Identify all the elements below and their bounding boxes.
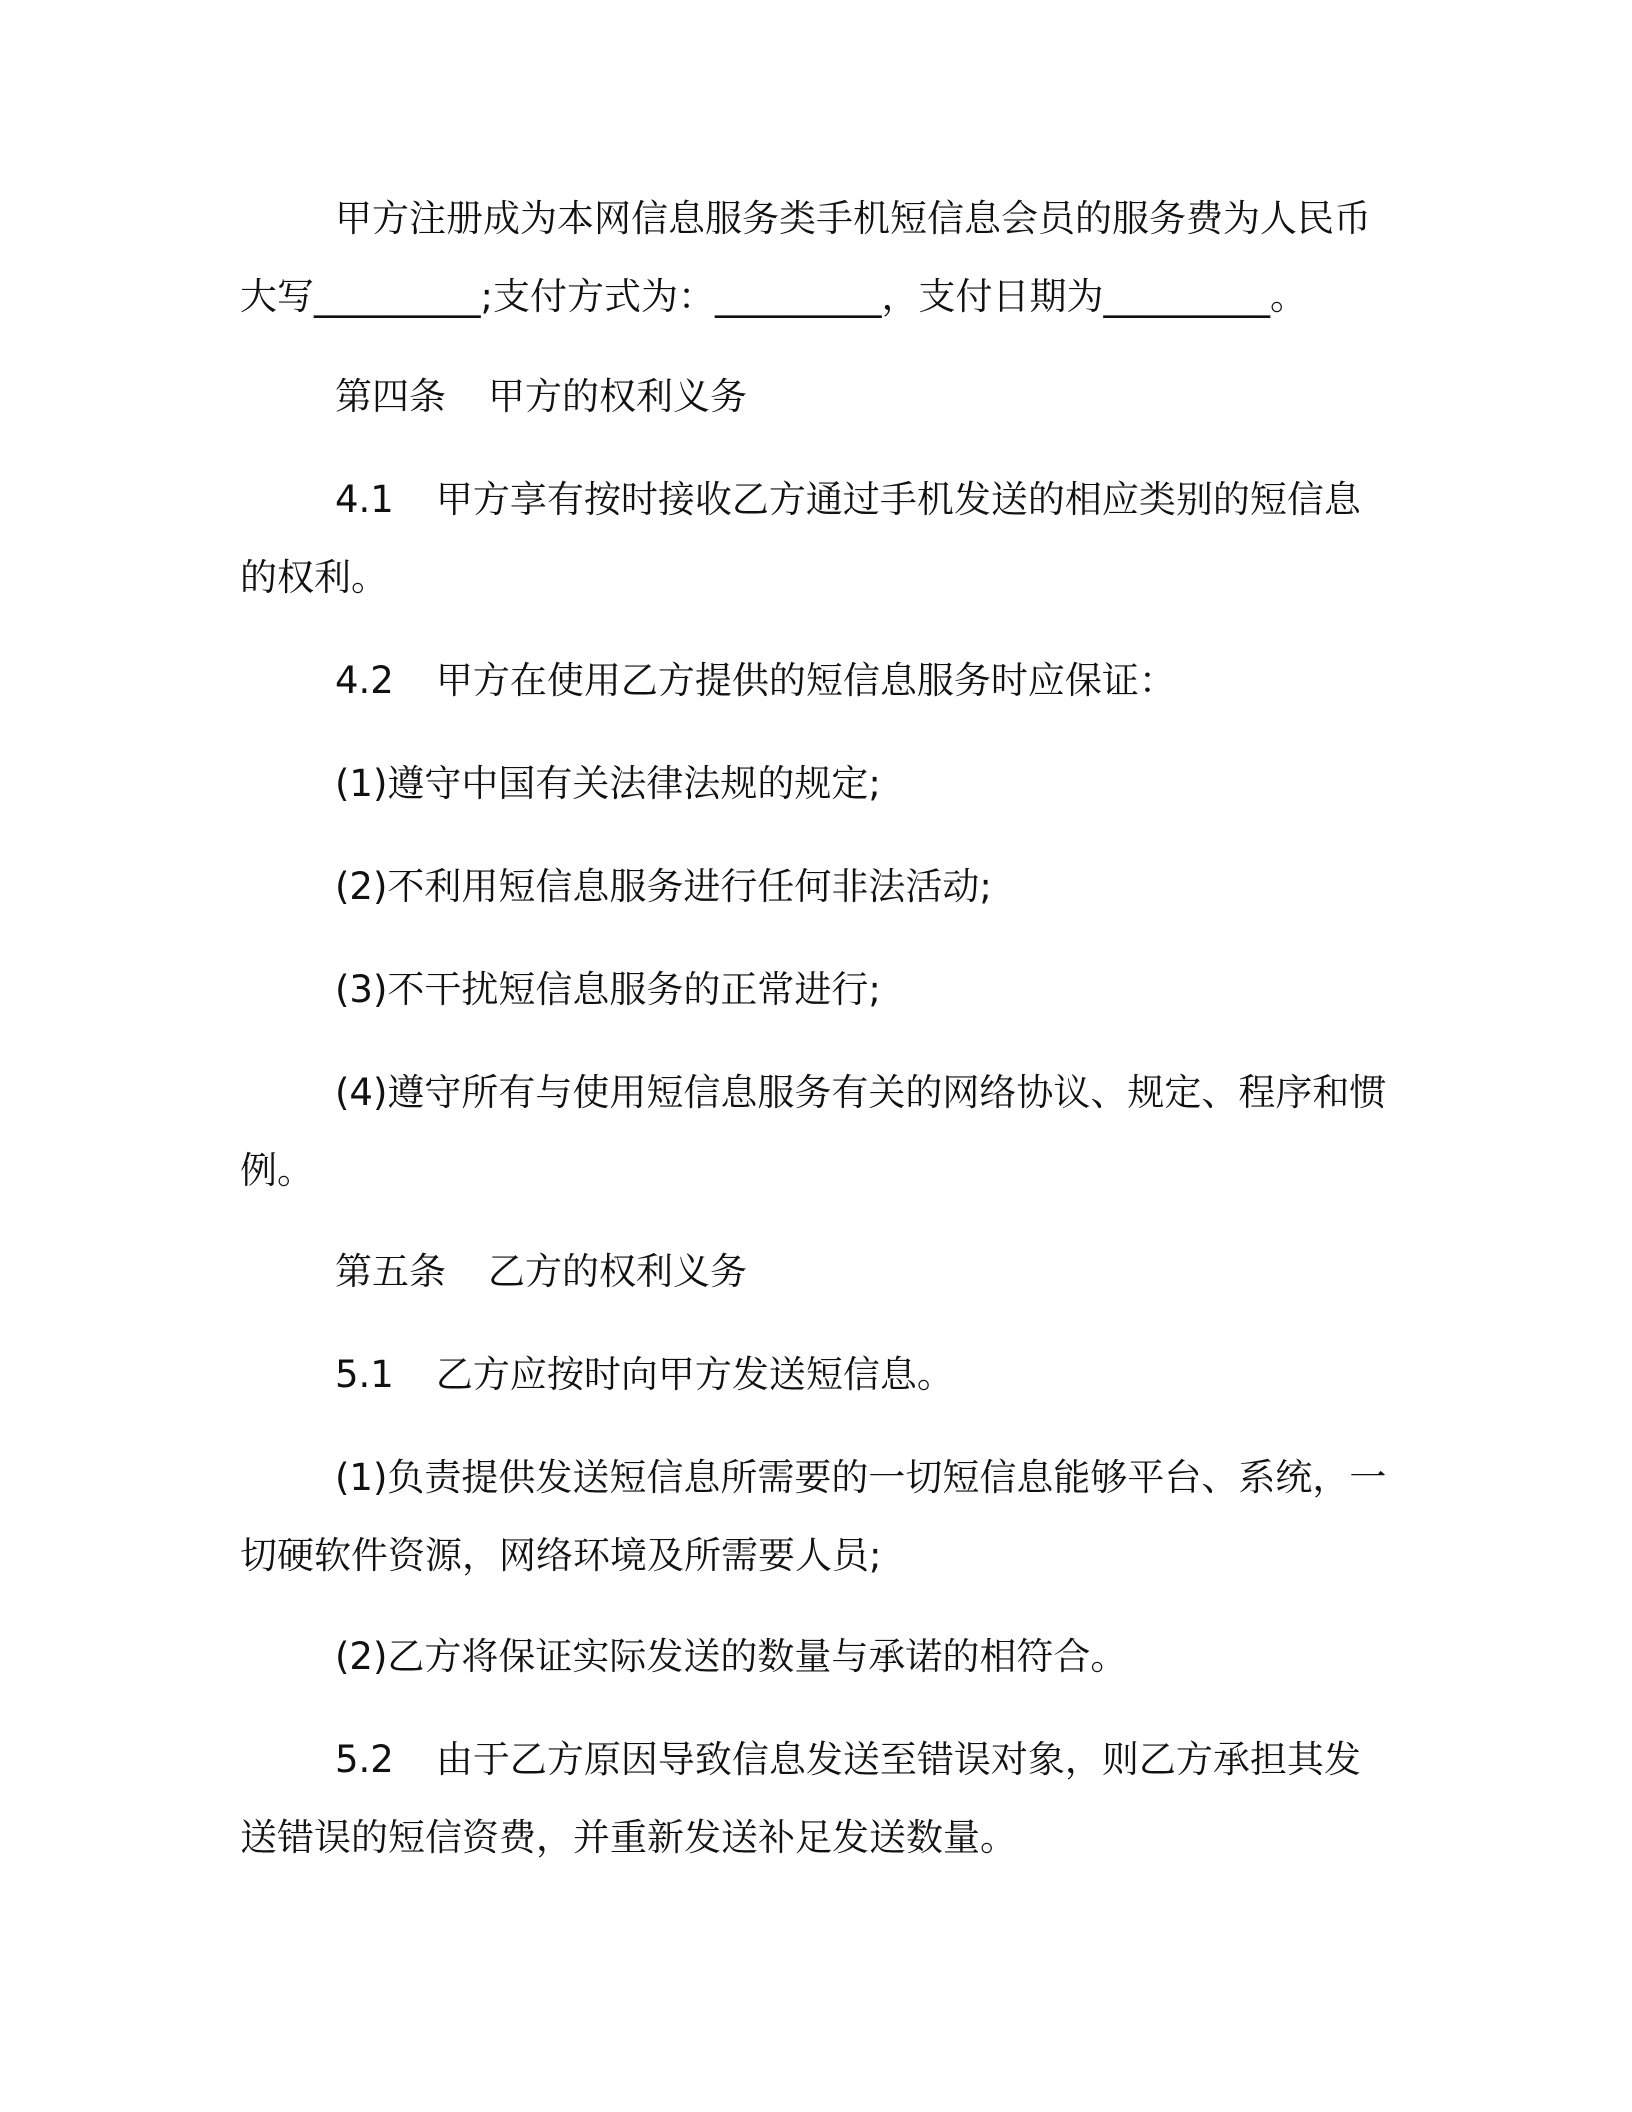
paragraph-line: (2)不利用短信息服务进行任何非法活动; <box>335 865 992 908</box>
paragraph-line: 甲方享有按时接收乙方通过手机发送的相应类别的短信息 <box>435 478 1361 521</box>
clause-5-1 <box>240 1336 1390 1414</box>
list-item <box>240 1439 1390 1595</box>
list-item <box>240 1054 1390 1210</box>
article-4-heading <box>240 358 1390 436</box>
paragraph-line: 由于乙方原因导致信息发送至错误对象，则乙方承担其发 <box>435 1738 1361 1781</box>
fee-paragraph <box>240 180 1390 336</box>
paragraph-line: 切硬软件资源，网络环境及所需要人员; <box>240 1534 882 1577</box>
clause-number: 5.1 <box>335 1353 394 1396</box>
clause-4-1 <box>240 461 1390 617</box>
paragraph-line: (3)不干扰短信息服务的正常进行; <box>335 968 881 1011</box>
article-5-heading <box>240 1233 1390 1311</box>
article-title: 甲方的权利义务 <box>488 375 747 418</box>
list-item <box>240 1618 1390 1696</box>
list-item <box>240 848 1390 926</box>
paragraph-line: (1)负责提供发送短信息所需要的一切短信息能够平台、系统，一 <box>335 1456 1387 1499</box>
article-number: 第四条 <box>335 375 446 418</box>
list-item <box>240 745 1390 823</box>
paragraph-line: 大写_________;支付方式为：_________，支付日期为_________。 <box>240 275 1307 318</box>
paragraph-line: 甲方注册成为本网信息服务类手机短信息会员的服务费为人民币 <box>335 197 1371 240</box>
clause-text: 乙方应按时向甲方发送短信息。 <box>435 1353 954 1396</box>
clause-number: 5.2 <box>335 1738 394 1781</box>
paragraph-line: (4)遵守所有与使用短信息服务有关的网络协议、规定、程序和惯 <box>335 1071 1387 1114</box>
clause-4-2 <box>240 642 1390 720</box>
paragraph-line: 例。 <box>240 1149 314 1192</box>
clause-number: 4.1 <box>335 478 394 521</box>
paragraph-line: (2)乙方将保证实际发送的数量与承诺的相符合。 <box>335 1635 1128 1678</box>
article-title: 乙方的权利义务 <box>488 1250 747 1293</box>
clause-5-2 <box>240 1721 1390 1877</box>
clause-number: 4.2 <box>335 659 394 702</box>
paragraph-line: 的权利。 <box>240 556 388 599</box>
clause-text: 甲方在使用乙方提供的短信息服务时应保证： <box>435 659 1176 702</box>
list-item <box>240 951 1390 1029</box>
article-number: 第五条 <box>335 1250 446 1293</box>
paragraph-line: (1)遵守中国有关法律法规的规定; <box>335 762 881 805</box>
paragraph-line: 送错误的短信资费，并重新发送补足发送数量。 <box>240 1816 1017 1859</box>
